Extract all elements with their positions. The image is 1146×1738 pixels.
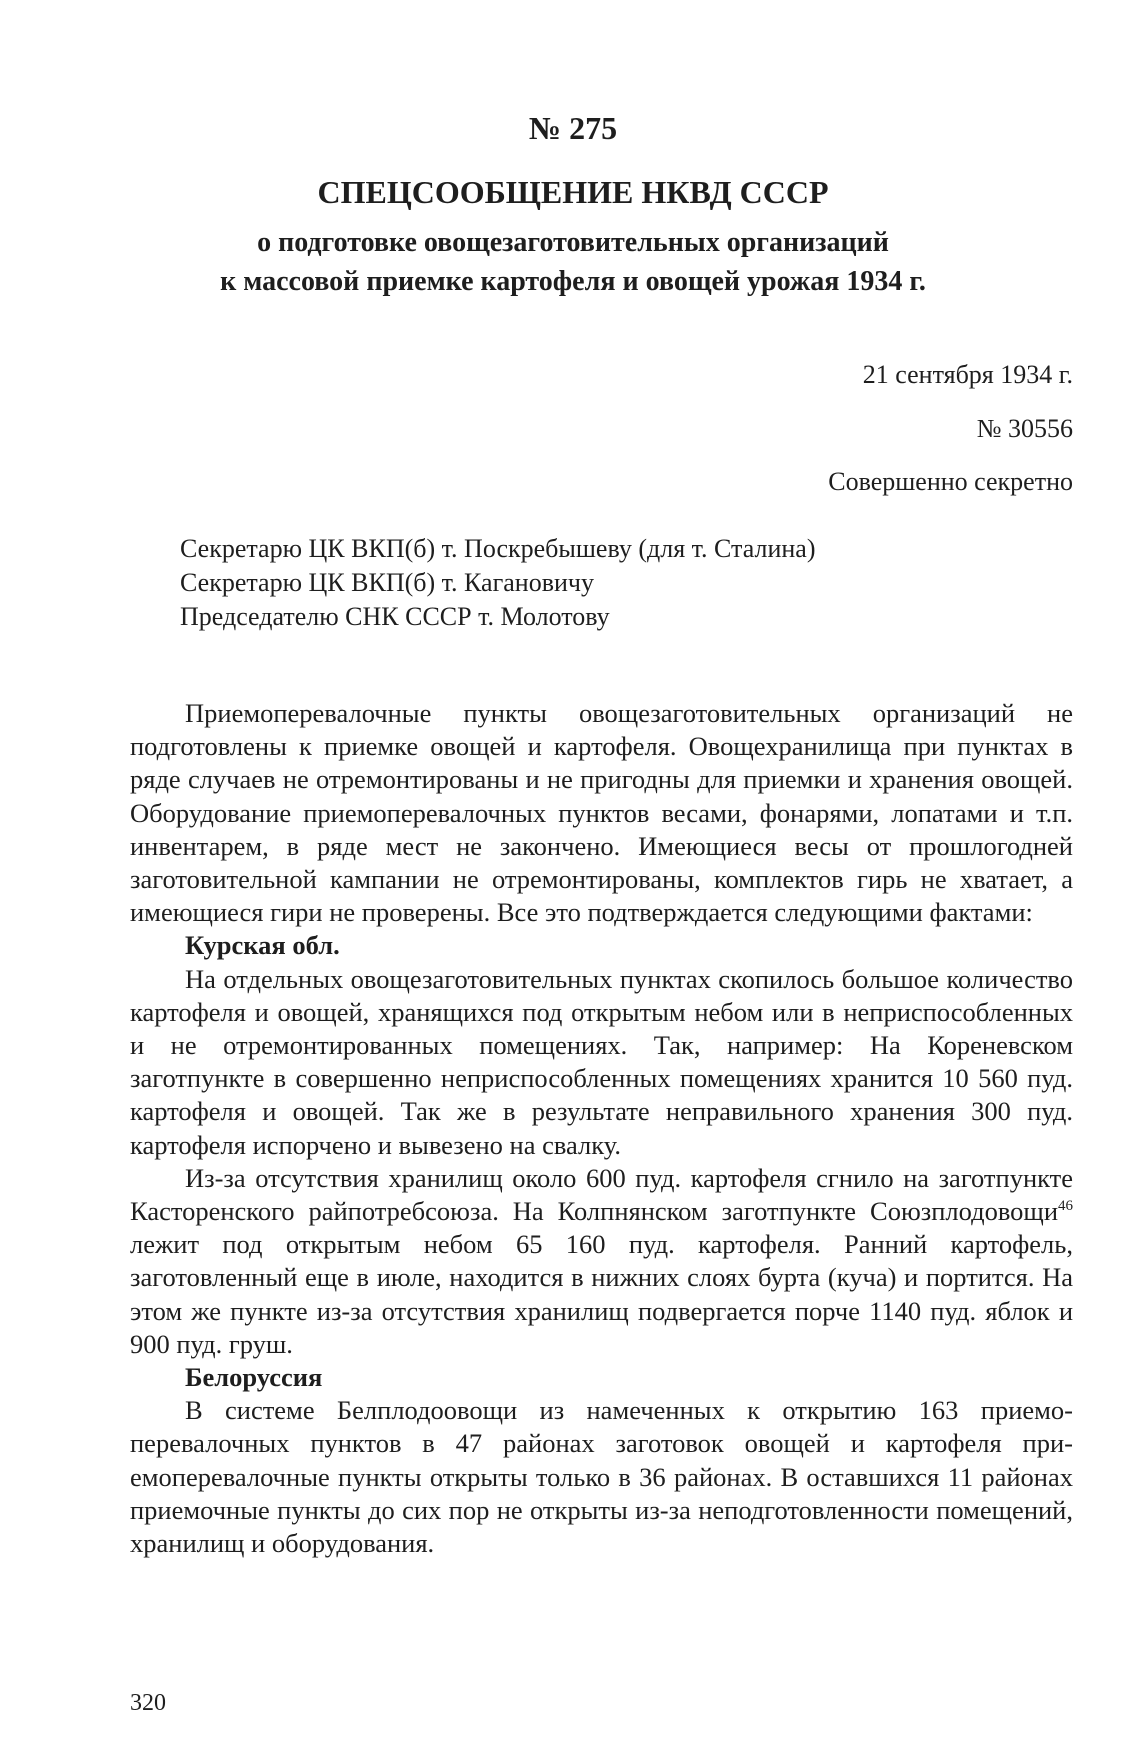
paragraph-kursk-1: На отдельных овощезаготовительных пунктах скопилось большое количество картофеля и овощей, хранящихся под открытым небом или в неприспособленных и не отремонтированных помещениях. Так, например: На Кореневском заготпункте в совершенно неприспособленных помещениях хранится 10 560 пуд. картофеля и овощей. Так же в результате неправильного хранения 300 пуд. картофеля испорчено и вывезено на свалку.: [130, 963, 1073, 1160]
section-heading-belorussia: Белоруссия: [185, 1362, 323, 1393]
document-date: 21 сентября 1934 г.: [862, 360, 1073, 389]
subtitle-line-1: о подготовке овощезаготовительных организаций: [257, 227, 889, 258]
addressee-line: Секретарю ЦК ВКП(б) т. Поскребышеву (для т. Сталина): [180, 534, 816, 563]
footnote-reference: 46: [1058, 1198, 1073, 1215]
registration-number: № 30556: [976, 414, 1073, 443]
addressee-line: Секретарю ЦК ВКП(б) т. Кагановичу: [180, 568, 594, 597]
paragraph-intro: Приемоперевалочные пункты овощезаготовительных организаций не подготовлены к приемке овощей и картофеля. Овощехранилища при пунктах в ряде случаев не отремонтированы и не пригодны для приемки и хранения овощей. Оборудование приемоперевалочных пунктов весами, фонарями, лопатами и т.п. инвентарем, в ряде мест не закончено. Имеющиеся весы от прошлогодней заготовительной кампании не отремонтированы, комплектов гирь не хватает, а имеющиеся гири не проверены. Все это подтверждается следующими фактами:: [130, 698, 1073, 928]
document-title: СПЕЦСООБЩЕНИЕ НКВД СССР: [317, 174, 829, 210]
classification-stamp: Совершенно секретно: [828, 467, 1073, 496]
section-heading-kursk: Курская обл.: [185, 930, 340, 961]
paragraph-kursk-2: [130, 1162, 1073, 1361]
paragraph-belorussia: В системе Белплодоовощи из намеченных к открытию 163 приемоперевалочных пунктов в 47 районах заготовок овощей и картофеля приемоперевалочные пункты открыты только в 36 районах. В оставшихся 11 районах приемочные пункты до сих пор не открыты из-за неподготовленности помещений, хранилищ и оборудования.: [130, 1395, 1073, 1559]
paragraph-kursk-2-part-b: лежит под открытым небом 65 160 пуд. картофеля. Ранний картофель, заготовленный еще в июле, находится в нижних слоях бурта (куча) и портится. На этом же пункте из-за отсутствия хранилищ подвергается порче 1140 пуд. яблок и 900 пуд. груш.: [130, 1229, 1073, 1359]
addressee-block: [180, 532, 816, 634]
addressee-line: Председателю СНК СССР т. Молотову: [180, 602, 610, 631]
subtitle-line-2: к массовой приемке картофеля и овощей урожая 1934 г.: [220, 266, 926, 297]
document-number: № 275: [528, 110, 618, 146]
document-body: [130, 697, 1073, 1560]
document-subtitle: [0, 223, 1146, 301]
paragraph-kursk-2-part-a: Из-за отсутствия хранилищ около 600 пуд. картофеля сгнило на заготпункте Касторенского райпотребсоюза. На Колпнянском заготпункте Союзплодовощи: [130, 1162, 1073, 1227]
page-number: 320: [130, 1690, 166, 1716]
